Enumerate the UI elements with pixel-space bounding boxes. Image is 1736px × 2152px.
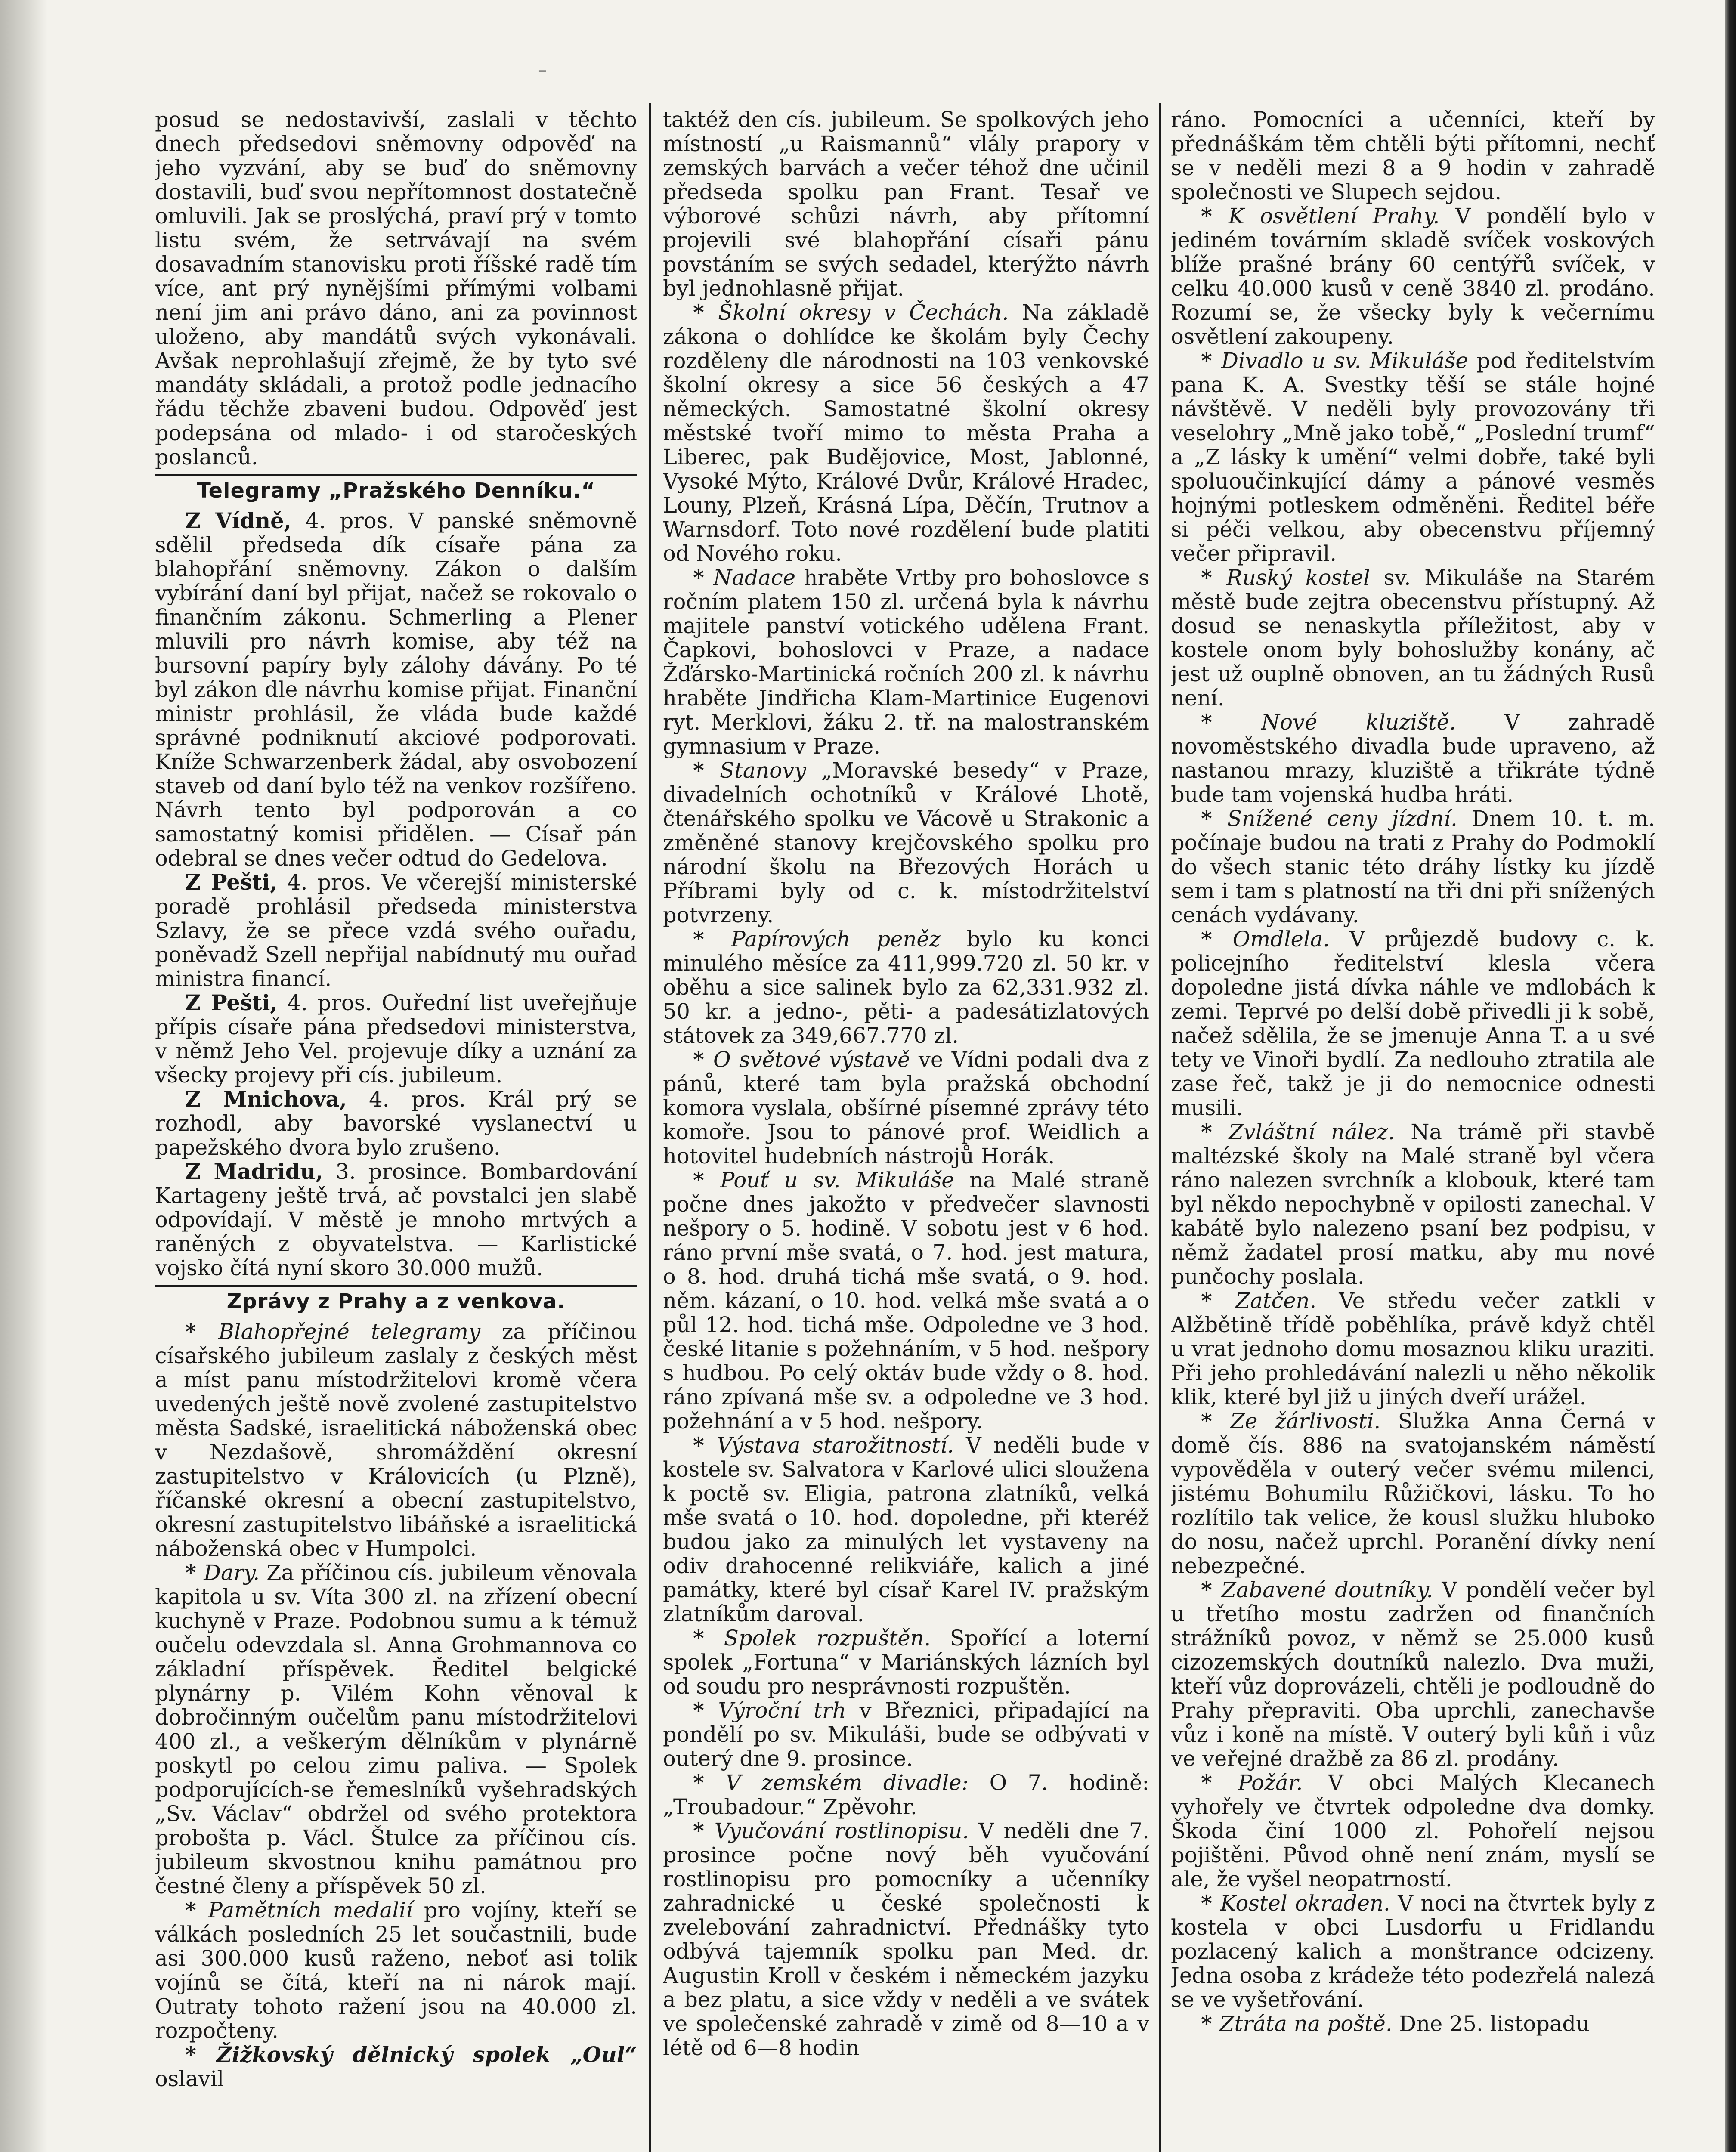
news-text: za příčinou císařského jubileum zaslaly z českých měst a míst panu místodržitelovi kromě včera uvedených ještě nově zvolené zastupitelstvo města Sadské, israelitická náboženská obec v Nezdašově, shromáždění okresní zastupitelstvo v Královicích (u Plzně), říčanské okresní a obecní zastupitelstvo, okresní zastupitelstvo libáňské a israelitická náboženská obec v Humpolci. (155, 1319, 637, 1561)
news-text: hraběte Vrtby pro bohoslovce s ročním platem 150 zl. určená byla k návrhu majitele panství votického udělena Frant. Čapkovi, bohoslovci v Praze, a nadace Žďársko-Martinická ročních 200 zl. k návrhu hraběte Jindřicha Klam-Martinice Eugenovi ryt. Merklovi, žáku 2. tř. na malostranském gymnasium v Praze. (663, 565, 1149, 759)
news-item: * Ztráta na poště. Dne 25. listopadu (1201, 2011, 1590, 2036)
news-item: * Nové kluziště. V zahradě novoměstského divadla bude upraveno, až nastanou mrazy, kluziště a třikráte týdně bude tam vojenská hudba hráti. (1171, 710, 1655, 807)
news-text: ve Vídni podali dva z pánů, které tam byla pražská obchodní komora vyslala, obšírné písemné zprávy této komoře. Jsou to pánové prof. Weidlich a hotovitel hudebních nástrojů Horák. (663, 1047, 1149, 1169)
news-text: Dnem 10. t. m. počínaje budou na trati z Prahy do Podmoklí do všech stanic této dráhy lístky ku jízdě sem i tam s platností na tři dni při snížených cenách vydávany. (1171, 806, 1655, 928)
news-text: V pondělí bylo v jediném továrním skladě svíček voskových blíže prašné brány 60 centýřů svíček, v celku 40.000 kusů v ceně 3840 zl. prodáno. Rozumí se, že všecky byly k večernímu osvětlení zakoupeny. (1171, 204, 1655, 349)
telegram-dateline: Z Mnichova, (185, 1087, 347, 1112)
news-title: Požár. (1238, 1770, 1303, 1795)
news-title: Nové kluziště. (1261, 710, 1456, 735)
news-title: Školní okresy v Čechách. (718, 300, 1009, 325)
news-item: * Zatčen. Ve středu večer zatkli v Alžbětině třídě poběhlíka, právě když chtěl u vrat jednoho domu mosaznou kliku uraziti. Při jeho prohledávání nalezli u něho několik klik, které byl již u jiných dveří urážel. (1171, 1288, 1655, 1410)
news-text: Služka Anna Černá v domě čís. 886 na svatojanském náměstí vypověděla v outerý večer svému milenci, jistému Bohumilu Růžičkovi, lásku. To ho rozlítilo tak velice, že kousl služku hluboko do nosu, načež uprchl. Poranění dívky není nebezpečné. (1171, 1409, 1655, 1578)
news-title: Divadlo u sv. Mikuláše (1221, 348, 1468, 373)
news-text: V neděli bude v kostele sv. Salvatora v Karlové ulici sloužena k poctě sv. Eligia, patrona zlatníků, velká mše svatá o 10. hod. dopoledne, při kteréž budou jako za minulých let vystaveny na odiv drahocenné relikviáře, kalich a jiné památky, které byl císař Karel IV. pražským zlatníkům daroval. (663, 1433, 1149, 1626)
news-title: Nadace (713, 565, 796, 590)
news-text: V průjezdě budovy c. k. policejního ředitelství klesla včera dopoledne jistá dívka náhle ve mdlobách k zemi. Teprvé po delší době přivedli ji k sobě, načež sdělila, že se jmenuje Anna T. a u své tety ve Vinoři bydlí. Za nedlouho ztratila ale zase řeč, takž je ji do nemocnice odnesti musili. (1171, 927, 1655, 1120)
news-title: V zemském divadle: (725, 1770, 969, 1795)
telegram-text: 4. pros. Ouřední list uveřejňuje přípis císaře pána předsedovi ministerstva, v němž Jeho Vel. projevuje díky a uznání za všecky projevy při cís. jubileum. (155, 990, 637, 1088)
telegram-item (155, 1159, 637, 1280)
telegram-item (155, 991, 637, 1087)
news-title: Pamětních medalií (208, 1898, 413, 1923)
telegram-text: 4. pros. Ve včerejší ministerské poradě prohlásil předseda ministerstva Szlavy, že se přece vzdá svého ouřadu, poněvadž Szell nepřijal nabídnutý mu ouřad ministra financí. (155, 870, 637, 991)
telegram-dateline: Z Pešti, (185, 870, 278, 895)
news-text: V neděli dne 7. prosince počne nový běh vyučování rostlinopisu pro pomocníky a učenníky zahradnické u české společnosti k zvelebování zahradnictví. Přednášky tyto odbývá tajemník spolku pan Med. dr. Augustin Kroll v českém i německém jazyku a bez platu, a sice vždy v neděli a ve svátek ve společenské zahradě v zimě od 8—10 a v létě od 6—8 hodin (663, 1818, 1149, 2060)
news-text: „Moravské besedy“ v Praze, divadelních ochotníků v Králové Lhotě, čtenářského spolku ve Vácově u Strakonic a změněné stanovy krejčovského spolku pro národní školu na Březových Horách u Příbrami byly od c. k. místodržitelství potvrzeny. (663, 758, 1149, 928)
news-text: Spořící a loterní spolek „Fortuna“ v Mariánských lázních byl od soudu pro nesprávnosti rozpuštěn. (663, 1626, 1149, 1699)
news-item: * V zemském divadle: O 7. hodině: „Troubadour.“ Zpěvohr. (663, 1770, 1149, 1819)
page-mark: – (538, 60, 547, 80)
news-item: * Omdlela. V průjezdě budovy c. k. policejního ředitelství klesla včera dopoledne jistá dívka náhle ve mdlobách k zemi. Teprvé po delší době přivedli ji k sobě, načež sdělila, že se jmenuje Anna T. a u své tety ve Vinoři bydlí. Za nedlouho ztratila ale zase řeč, takž je ji do nemocnice odnesti musili. (1171, 927, 1655, 1120)
news-title: O světové výstavě (713, 1047, 910, 1072)
article-continued: taktéž den cís. jubileum. Se spolkových jeho místností „u Raismannů“ vlály prapory v zemských barvách a večer téhož dne učinil předseda spolku pan Frant. Tesař ve výborové schůzi návrh, aby přítomní projevili své blahopřání císaři pánu povstáním se svých sedadel, kterýžto návrh byl jednohlasně přijat. (663, 108, 1149, 301)
news-title: Výroční trh (718, 1698, 846, 1723)
news-item: * Papírových peněz bylo ku konci minulého měsíce za 411,999.720 zl. 50 kr. v oběhu a sice salinek bylo za 62,331.932 zl. 50 kr. a jedno-, pěti- a padesátizlatových státovek za 349,667.770 zl. (663, 927, 1149, 1048)
news-item: * Požár. V obci Malých Klecanech vyhořely ve čtvrtek odpoledne dva domky. Škoda činí 1000 zl. Pohořelí nejsou pojištěni. Původ ohně není znám, myslí se ale, že vyšel neopatrností. (1171, 1770, 1655, 1892)
news-title: Ze žárlivosti. (1230, 1409, 1381, 1434)
news-item: * Dary. Za příčinou cís. jubileum věnovala kapitola u sv. Víta 300 zl. na zřízení obecní kuchyně v Praze. Podobnou sumu a k témuž oučelu odevzdala sl. Anna Grohmannova co základní příspěvek. Ředitel belgické plynárny p. Vilém Kohn věnoval k dobročinným oučelům panu místodržitelovi 400 zl., a veškerým dělníkům v plynárně poskytl po celou zimu paliva. — Spolek podporujících-se řemeslníků vyšehradských „Sv. Václav“ obdržel od svého protektora probošta p. Václ. Štulce za příčinou cís. jubileum skvostnou knihu památnou pro čestné členy a příspěvek 50 zl. (155, 1560, 637, 1898)
telegram-text: 4. pros. V panské sněmovně sdělil předseda dík císaře pána za blahopřání sněmovny. Zákon o dalším vybírání daní byl přijat, načež se rokovalo o finančním zákonu. Schmerling a Plener mluvili pro návrh komise, aby též na bursovní papíry byly zálohy dávány. Po té byl zákon dle návrhu komise přijat. Finanční ministr prohlásil, že vláda bude každé správné podniknutí akciové podporovati. Kníže Schwarzenberk žádal, aby osvobození staveb od daní bylo též na venkov rozšířeno. Návrh tento byl podporován a co samostatný komisi přidělen. — Císař pán odebral se dnes večer odtud do Gedelova. (155, 508, 637, 871)
news-text: sv. Mikuláše na Starém městě bude zejtra obecenstvu přístupný. Až dosud se nenaskytla příležitost, aby v kostele onom byly bohoslužby konány, ač jest už ouplně obnoven, an tu žádných Rusů není. (1171, 565, 1655, 711)
news-title: Dary. (204, 1560, 260, 1585)
column-middle (663, 108, 1149, 2152)
section-heading-telegrams: Telegramy „Pražského Denníku.“ (155, 474, 637, 505)
news-item: * Snížené ceny jízdní. Dnem 10. t. m. počínaje budou na trati z Prahy do Podmoklí do všech stanic této dráhy lístky ku jízdě sem i tam s platností na tři dni při snížených cenách vydávany. (1171, 806, 1655, 928)
column-right (1171, 108, 1655, 2152)
news-title: K osvětlení Prahy. (1228, 204, 1440, 229)
news-item: * O světové výstavě ve Vídni podali dva z pánů, které tam byla pražská obchodní komora vyslala, obšírné písemné zprávy této komoře. Jsou to pánové prof. Weidlich a hotovitel hudebních nástrojů Horák. (663, 1047, 1149, 1169)
news-text: V zahradě novoměstského divadla bude upraveno, až nastanou mrazy, kluziště a třikráte týdně bude tam vojenská hudba hráti. (1171, 710, 1655, 807)
news-item: * Výroční trh v Březnici, připadající na pondělí po sv. Mikuláši, bude se odbývati v outerý dne 9. prosince. (663, 1698, 1149, 1771)
news-text: Za příčinou cís. jubileum věnovala kapitola u sv. Víta 300 zl. na zřízení obecní kuchyně v Praze. Podobnou sumu a k témuž oučelu odevzdala sl. Anna Grohmannova co základní příspěvek. Ředitel belgické plynárny p. Vilém Kohn věnoval k dobročinným oučelům panu místodržitelovi 400 zl., a veškerým dělníkům v plynárně poskytl po celou zimu paliva. — Spolek podporujících-se řemeslníků vyšehradských „Sv. Václav“ obdržel od svého protektora probošta p. Václ. Štulce za příčinou cís. jubileum skvostnou knihu památnou pro čestné členy a příspěvek 50 zl. (155, 1560, 637, 1898)
news-title: Zatčen. (1235, 1288, 1317, 1313)
news-text: v Březnici, připadající na pondělí po sv. Mikuláši, bude se odbývati v outerý dne 9. prosince. (663, 1698, 1149, 1771)
news-title: Výstava starožitností. (717, 1433, 954, 1458)
news-title: Papírových peněz (731, 927, 941, 952)
news-title: Omdlela. (1232, 927, 1330, 952)
news-item: * Divadlo u sv. Mikuláše pod ředitelstvím pana K. A. Svestky těší se stále hojné návštěvě. V neděli byly provozovány tři veselohry „Mně jako tobě,“ „Poslední trumf“ a „Z lásky k umění“ velmi dobře, také byli spoluoučinkující dámy a pánové vesměs hojnými potleskem odměněni. Ředitel béře si péči velkou, aby obecenstvu příjemný večer připravil. (1171, 348, 1655, 566)
news-title: Stanovy (720, 758, 807, 783)
telegram-text: 3. prosince. Bombardování Kartageny ještě trvá, ač povstalci jen slabě odpovídají. V městě je mnoho mrtvých a raněných z obyvatelstva. — Karlistické vojsko čítá nyní skoro 30.000 mužů. (155, 1159, 637, 1280)
news-item: * Ze žárlivosti. Služka Anna Černá v domě čís. 886 na svatojanském náměstí vypověděla v outerý večer svému milenci, jistému Bohumilu Růžičkovi, lásku. To ho rozlítilo tak velice, že kousl služku hluboko do nosu, načež uprchl. Poranění dívky není nebezpečné. (1171, 1409, 1655, 1578)
section-heading-news: Zprávy z Prahy a z venkova. (155, 1285, 637, 1316)
news-title: Snížené ceny jízdní. (1227, 806, 1457, 831)
news-text: V pondělí večer byl u třetího mostu zadržen od finančních strážníků povoz, v němž se 25.000 kusů cizozemských doutníků nalezlo. Dva muži, kteří vůz doprovázeli, chtěli je podloudně do Prahy přepraviti. Oba uprchli, zanechavše vůz i koně na místě. V outerý byli kůň i vůz ve veřejné dražbě za 86 zl. prodány. (1171, 1577, 1655, 1771)
news-item: * Školní okresy v Čechách. Na základě zákona o dohlídce ke školám byly Čechy rozděleny dle národnosti na 103 venkovské školní okresy a sice 56 českých a 47 německých. Samostatné školní okresy městské tvoří mimo to města Praha a Liberec, pak Budějovice, Most, Jablonné, Vysoké Mýto, Králové Dvůr, Králové Hradec, Louny, Plzeň, Krásná Lípa, Děčín, Trutnov a Warnsdorf. Toto nové rozdělení bude platiti od Nového roku. (663, 300, 1149, 566)
news-text: pod ředitelstvím pana K. A. Svestky těší se stále hojné návštěvě. V neděli byly provozovány tři veselohry „Mně jako tobě,“ „Poslední trumf“ a „Z lásky k umění“ velmi dobře, také byli spoluoučinkující dámy a pánové vesměs hojnými potleskem odměněni. Ředitel béře si péči velkou, aby obecenstvu příjemný večer připravil. (1171, 348, 1655, 566)
news-item: * Zvláštní nález. Na trámě při stavbě maltézské školy na Malé straně byl včera ráno nalezen svrchník a klobouk, které tam byl někdo nepochybně v opilosti zanechal. V kabátě bylo nalezeno psaní bez podpisu, v němž žadatel prosí matku, aby mu nové punčochy poslala. (1171, 1119, 1655, 1289)
news-item: * K osvětlení Prahy. V pondělí bylo v jediném továrním skladě svíček voskových blíže prašné brány 60 centýřů svíček, v celku 40.000 kusů v ceně 3840 zl. prodáno. Rozumí se, že všecky byly k večernímu osvětlení zakoupeny. (1171, 204, 1655, 349)
telegram-dateline: Z Madridu, (185, 1159, 323, 1184)
news-text: Na základě zákona o dohlídce ke školám byly Čechy rozděleny dle národnosti na 103 venkovské školní okresy a sice 56 českých a 47 německých. Samostatné školní okresy městské tvoří mimo to města Praha a Liberec, pak Budějovice, Most, Jablonné, Vysoké Mýto, Králové Dvůr, Králové Hradec, Louny, Plzeň, Krásná Lípa, Děčín, Trutnov a Warnsdorf. Toto nové rozdělení bude platiti od Nového roku. (663, 300, 1149, 566)
column-left (155, 108, 637, 2152)
news-text: na Malé straně počne dnes jakožto v předvečer slavnosti nešpory o 5. hodině. V sobotu jest v 6 hod. ráno první mše svatá, o 7. hod. jest matura, o 8. hod. druhá tichá mše svatá, o 9. hod. něm. kázaní, o 10. hod. velká mše svatá a o půl 12. hod. tichá mše. Odpoledne ve 3 hod. české litanie s požehnáním, v 5 hod. nešpory s hudbou. Po celý oktáv bude vždy o 8. hod. ráno zpívaná mše sv. a odpoledne ve 3 hod. požehnání a v 5 hod. nešpory. (663, 1168, 1149, 1434)
news-item: * Stanovy „Moravské besedy“ v Praze, divadelních ochotníků v Králové Lhotě, čtenářského spolku ve Vácově u Strakonic a změněné stanovy krejčovského spolku pro národní školu na Březových Horách u Příbrami byly od c. k. místodržitelství potvrzeny. (663, 758, 1149, 928)
telegram-dateline: Z Vídně, (185, 508, 291, 533)
news-text: Na trámě při stavbě maltézské školy na Malé straně byl včera ráno nalezen svrchník a klobouk, které tam byl někdo nepochybně v opilosti zanechal. V kabátě bylo nalezeno psaní bez podpisu, v němž žadatel prosí matku, aby mu nové punčochy poslala. (1171, 1119, 1655, 1289)
news-title: Kostel okraden. (1220, 1891, 1390, 1916)
news-title: Vyučování rostlinopisu. (714, 1818, 969, 1843)
news-item: * Vyučování rostlinopisu. V neděli dne 7. prosince počne nový běh vyučování rostlinopisu pro pomocníky a učenníky zahradnické u české společnosti k zvelebování zahradnictví. Přednášky tyto odbývá tajemník spolku pan Med. dr. Augustin Kroll v českém i německém jazyku a bez platu, a sice vždy v neděli a ve svátek ve společenské zahradě v zimě od 8—10 a v létě od 6—8 hodin (663, 1818, 1149, 2060)
news-item: * Ruský kostel sv. Mikuláše na Starém městě bude zejtra obecenstvu přístupný. Až dosud se nenaskytla příležitost, aby v kostele onom byly bohoslužby konány, ač jest už ouplně obnoven, an tu žádných Rusů není. (1171, 565, 1655, 711)
news-text: V obci Malých Klecanech vyhořely ve čtvrtek odpoledne dva domky. Škoda činí 1000 zl. Pohořelí nejsou pojištěni. Původ ohně není znám, myslí se ale, že vyšel neopatrností. (1171, 1770, 1655, 1892)
news-title: Zvláštní nález. (1229, 1119, 1395, 1144)
article-continued: posud se nedostavivší, zaslali v těchto dnech předsedovi sněmovny odpověď na jeho vyzvání, aby se buď do sněmovny dostavili, buď svou nepřítomnost dostatečně omluvili. Jak se proslýchá, praví prý v tomto listu svém, že setrvávají na svém dosavadním stanovisku proti říšské radě tím více, ant prý nynějšími přímými volbami není jim ani právo dáno, ani za povinnost uloženo, aby mandátů svých vykonávali. Avšak neprohlašují zřejmě, že by tyto své mandáty skládali, a protož podle jednacího řádu těchže zbaveni budou. Odpověď jest podepsána od mlado- i od staročeských poslanců. (155, 108, 637, 470)
scan-shadow-left (0, 0, 47, 2152)
telegram-item (155, 1087, 637, 1159)
news-title: Ruský kostel (1226, 565, 1370, 590)
telegram-dateline: Z Pešti, (185, 990, 278, 1015)
news-title: Spolek rozpuštěn. (724, 1626, 931, 1651)
news-text: O 7. hodině: „Troubadour.“ Zpěvohr. (663, 1770, 1149, 1819)
news-title: Zabavené doutníky. (1221, 1577, 1433, 1602)
news-item: * Kostel okraden. V noci na čtvrtek byly z kostela v obci Lusdorfu u Fridlandu pozlacený kalich a monštrance odcizeny. Jedna osoba z krádeže této podezřelá nalezá se ve vyšetřování. (1171, 1891, 1655, 2012)
scan-border-right (1725, 0, 1736, 2152)
news-item: * Spolek rozpuštěn. Spořící a loterní spolek „Fortuna“ v Mariánských lázních byl od soudu pro nesprávnosti rozpuštěn. (663, 1626, 1149, 1699)
telegram-item (155, 509, 637, 870)
news-item: * Zabavené doutníky. V pondělí večer byl u třetího mostu zadržen od finančních strážníků povoz, v němž se 25.000 kusů cizozemských doutníků nalezlo. Dva muži, kteří vůz doprovázeli, chtěli je podloudně do Prahy přepraviti. Oba uprchli, zanechavše vůz i koně na místě. V outerý byli kůň i vůz ve veřejné dražbě za 86 zl. prodány. (1171, 1577, 1655, 1771)
news-item: * Žižkovský dělnický spolek „Oul“ oslavil (155, 2042, 637, 2091)
column-rule (1159, 103, 1161, 2152)
news-item: * Pamětních medalií pro vojíny, kteří se válkách posledních 25 let součastnili, bude asi 300.000 kusů raženo, neboť asi tolik vojínů se čítá, kteří na ni nárok mají. Outraty tohoto ražení jsou na 40.000 zl. rozpočteny. (155, 1898, 637, 2043)
news-text: oslavil (155, 2066, 224, 2091)
news-text: bylo ku konci minulého měsíce za 411,999.720 zl. 50 kr. v oběhu a sice salinek bylo za 62,331.932 zl. 50 kr. a jedno-, pěti- a padesátizlatových státovek za 349,667.770 zl. (663, 927, 1149, 1048)
news-text: V noci na čtvrtek byly z kostela v obci Lusdorfu u Fridlandu pozlacený kalich a monštrance odcizeny. Jedna osoba z krádeže této podezřelá nalezá se ve vyšetřování. (1171, 1891, 1655, 2012)
news-text: Ve středu večer zatkli v Alžbětině třídě poběhlíka, právě když chtěl u vrat jednoho domu mosaznou kliku uraziti. Při jeho prohledávání nalezli u něho několik klik, které byl již u jiných dveří urážel. (1171, 1288, 1655, 1410)
news-title: Blahopřejné telegramy (218, 1319, 481, 1344)
column-rule (649, 103, 651, 2152)
news-title: Ztráta na poště. (1219, 2011, 1393, 2036)
news-item: * Nadace hraběte Vrtby pro bohoslovce s ročním platem 150 zl. určená byla k návrhu majitele panství votického udělena Frant. Čapkovi, bohoslovci v Praze, a nadace Žďársko-Martinická ročních 200 zl. k návrhu hraběte Jindřicha Klam-Martinice Eugenovi ryt. Merklovi, žáku 2. tř. na malostranském gymnasium v Praze. (663, 565, 1149, 759)
news-item: * Výstava starožitností. V neděli bude v kostele sv. Salvatora v Karlové ulici sloužena k poctě sv. Eligia, patrona zlatníků, velká mše svatá o 10. hod. dopoledne, při kteréž budou jako za minulých let vystaveny na odiv drahocenné relikviáře, kalich a jiné památky, které byl císař Karel IV. pražským zlatníkům daroval. (663, 1433, 1149, 1626)
news-text: pro vojíny, kteří se válkách posledních 25 let součastnili, bude asi 300.000 kusů raženo, neboť asi tolik vojínů se čítá, kteří na ni nárok mají. Outraty tohoto ražení jsou na 40.000 zl. rozpočteny. (155, 1898, 637, 2043)
news-text: Dne 25. listopadu (1392, 2011, 1590, 2036)
telegram-text: 4. pros. Král prý se rozhodl, aby bavorské vyslanectví u papežského dvora bylo zrušeno. (155, 1087, 637, 1160)
news-title: Pouť u sv. Mikuláše (720, 1168, 954, 1193)
news-item: * Pouť u sv. Mikuláše na Malé straně počne dnes jakožto v předvečer slavnosti nešpory o 5. hodině. V sobotu jest v 6 hod. ráno první mše svatá, o 7. hod. jest matura, o 8. hod. druhá tichá mše svatá, o 9. hod. něm. kázaní, o 10. hod. velká mše svatá a o půl 12. hod. tichá mše. Odpoledne ve 3 hod. české litanie s požehnáním, v 5 hod. nešpory s hudbou. Po celý oktáv bude vždy o 8. hod. ráno zpívaná mše sv. a odpoledne ve 3 hod. požehnání a v 5 hod. nešpory. (663, 1168, 1149, 1434)
news-title: Žižkovský dělnický spolek „Oul“ (216, 2042, 637, 2067)
telegram-item (155, 870, 637, 991)
article-continued: ráno. Pomocníci a učenníci, kteří by přednáškám těm chtěli býti přítomni, nechť se v neděli mezi 8 a 9 hodin v zahradě společnosti ve Slupech sejdou. (1171, 108, 1655, 204)
news-item: * Blahopřejné telegramy za příčinou císařského jubileum zaslaly z českých měst a míst panu místodržitelovi kromě včera uvedených ještě nově zvolené zastupitelstvo města Sadské, israelitická náboženská obec v Nezdašově, shromáždění okresní zastupitelstvo v Královicích (u Plzně), říčanské okresní a obecní zastupitelstvo, okresní zastupitelstvo libáňské a israelitická náboženská obec v Humpolci. (155, 1319, 637, 1561)
